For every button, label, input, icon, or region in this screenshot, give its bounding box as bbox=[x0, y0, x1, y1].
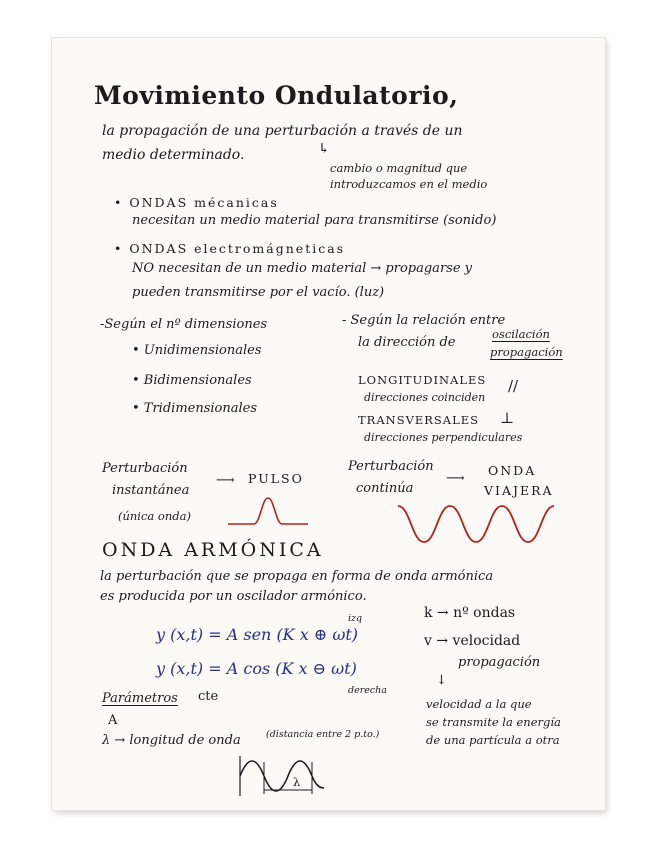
perpendicular-symbol: ⊥ bbox=[500, 409, 515, 427]
transversal-note: direcciones perpendiculares bbox=[364, 431, 523, 444]
traveling-line-1: Perturbación bbox=[348, 459, 434, 474]
traveling-arrow: ⟶ bbox=[446, 471, 465, 486]
electromagnetic-waves-desc-1: NO necesitan de un medio material → propagarse y bbox=[132, 261, 472, 276]
equation-sine-note: izq bbox=[348, 613, 363, 624]
dimensions-heading: -Según el nº dimensiones bbox=[100, 317, 268, 332]
v-definition: v → velocidad bbox=[424, 633, 521, 649]
traveling-line-2: continúa bbox=[356, 481, 414, 496]
definition-note-2: introduzcamos en el medio bbox=[330, 177, 488, 191]
pulse-line-2: instantánea bbox=[112, 483, 190, 498]
electromagnetic-waves-desc-2: pueden transmitirse por el vacío. (luz) bbox=[132, 285, 385, 300]
definition-note-1: cambio o magnitud que bbox=[330, 161, 468, 175]
definition-arrow: ↳ bbox=[318, 141, 330, 157]
wavelength-wave-drawing bbox=[238, 754, 324, 798]
dimension-item-tri: • Tridimensionales bbox=[132, 401, 258, 416]
definition-line-2: medio determinado. bbox=[102, 147, 245, 163]
transversal-label: TRANSVERSALES bbox=[358, 413, 480, 427]
relation-heading-1: - Según la relación entre bbox=[342, 313, 506, 328]
wavelength-drawing-label: λ bbox=[293, 775, 301, 789]
wavelength-note: (distancia entre 2 p.to.) bbox=[266, 729, 380, 740]
equation-sine: y (x,t) = A sen (K x ⊕ ωt) bbox=[156, 625, 359, 644]
pulse-note: (única onda) bbox=[118, 509, 191, 523]
electromagnetic-waves-title: • ONDAS electromágneticas bbox=[114, 241, 346, 256]
pulse-label: PULSO bbox=[248, 471, 304, 486]
traveling-wave-drawing bbox=[398, 502, 554, 546]
notebook-page bbox=[52, 38, 605, 810]
traveling-label-1: ONDA bbox=[488, 463, 537, 478]
dimension-item-bi: • Bidimensionales bbox=[132, 373, 252, 388]
v-desc-1: velocidad a la que bbox=[426, 697, 532, 711]
equation-cosine: y (x,t) = A cos (K x ⊖ ωt) bbox=[156, 659, 357, 678]
parameter-wavelength: λ → longitud de onda bbox=[102, 733, 241, 748]
mechanical-waves-title: • ONDAS mécanicas bbox=[114, 195, 279, 210]
harmonic-heading: ONDA ARMÓNICA bbox=[102, 539, 324, 561]
pulse-wave-drawing bbox=[228, 492, 308, 528]
v-desc-2: se transmite la energía bbox=[426, 715, 561, 729]
longitudinal-label: LONGITUDINALES bbox=[358, 373, 487, 387]
v-propagation: propagación bbox=[458, 655, 541, 670]
v-arrow: ↓ bbox=[436, 673, 447, 688]
pulse-line-1: Perturbación bbox=[102, 461, 188, 476]
propagation-label: propagación bbox=[490, 345, 563, 359]
parameter-amplitude: A bbox=[108, 713, 118, 728]
page-title: Movimiento Ondulatorio, bbox=[94, 81, 459, 110]
traveling-label-2: VIAJERA bbox=[484, 483, 554, 498]
parameters-cte: cte bbox=[198, 689, 219, 704]
equation-cosine-note: derecha bbox=[348, 685, 387, 696]
dimension-item-uni: • Unidimensionales bbox=[132, 343, 262, 358]
pulse-arrow: ⟶ bbox=[216, 473, 235, 488]
relation-heading-2: la dirección de bbox=[358, 335, 456, 350]
definition-line-1: la propagación de una perturbación a través de un bbox=[102, 123, 463, 139]
longitudinal-note: direcciones coinciden bbox=[364, 391, 486, 404]
harmonic-desc-1: la perturbación que se propaga en forma de onda armónica bbox=[100, 569, 494, 584]
parallel-symbol: // bbox=[508, 377, 519, 395]
oscillation-label: oscilación bbox=[492, 327, 550, 341]
harmonic-desc-2: es producida por un oscilador armónico. bbox=[100, 589, 367, 604]
mechanical-waves-desc: necesitan un medio material para transmitirse (sonido) bbox=[132, 213, 497, 228]
v-desc-3: de una partícula a otra bbox=[426, 733, 560, 747]
k-definition: k → nº ondas bbox=[424, 605, 516, 621]
parameters-heading: Parámetros bbox=[102, 691, 178, 706]
